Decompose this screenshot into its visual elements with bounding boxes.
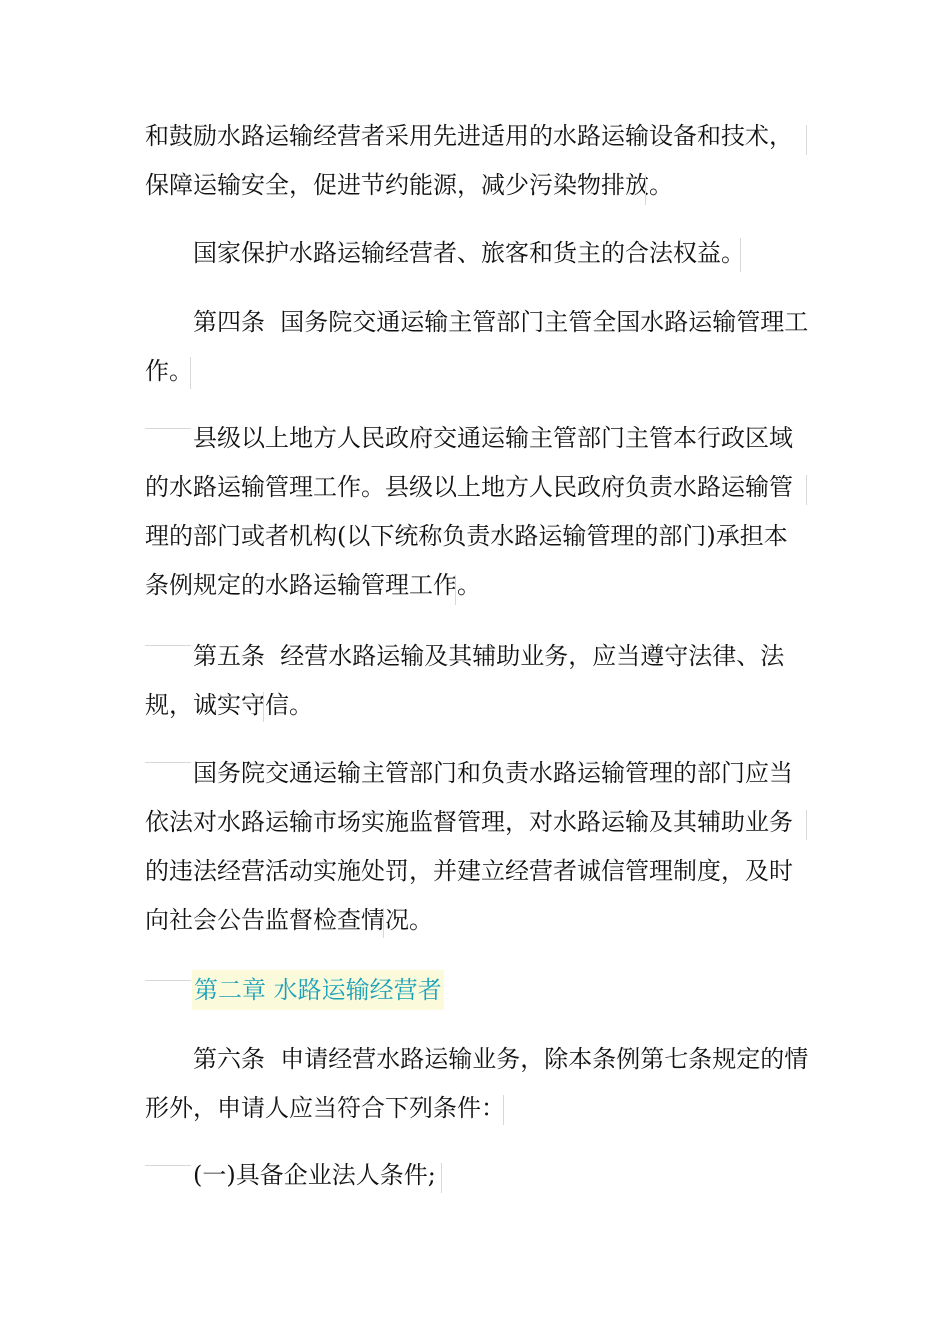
paragraph-7: 第六条 申请经营水路运输业务，除本条例第七条规定的情形外，申请人应当符合下列条件： xyxy=(145,1045,809,1122)
guide-line xyxy=(441,1163,442,1193)
chapter-heading: 第二章 水路运输经营者 xyxy=(192,970,444,1010)
paragraph-2: 国家保护水路运输经营者、旅客和货主的合法权益。 xyxy=(193,239,745,267)
paragraph-3: 第四条 国务院交通运输主管部门主管全国水路运输管理工作。 xyxy=(145,308,809,385)
guide-line xyxy=(455,575,456,605)
paragraph-6: 国务院交通运输主管部门和负责水路运输管理的部门应当依法对水路运输市场实施监督管理，对水路运输及其辅助业务的违法经营活动实施处罚，并建立经营者诚信管理制度，及时向社会公告监督检查情况。 xyxy=(145,759,793,934)
guide-line xyxy=(806,125,807,155)
guide-line xyxy=(740,238,741,272)
guide-line xyxy=(806,475,807,505)
paragraph-5: 第五条 经营水路运输及其辅助业务，应当遵守法律、法规，诚实守信。 xyxy=(145,642,785,719)
guide-line xyxy=(383,908,384,938)
paragraph-8: (一)具备企业法人条件; xyxy=(193,1161,436,1189)
paragraph-1: 和鼓励水路运输经营者采用先进适用的水路运输设备和技术，保障运输安全，促进节约能源，减少污染物排放。 xyxy=(145,122,793,199)
guide-line xyxy=(263,692,264,722)
guide-line xyxy=(645,175,646,205)
guide-line xyxy=(190,357,191,389)
guide-line xyxy=(503,1095,504,1125)
guide-line xyxy=(145,980,191,981)
paragraph-4: 县级以上地方人民政府交通运输主管部门主管本行政区域的水路运输管理工作。县级以上地方人民政府负责水路运输管理的部门或者机构(以下统称负责水路运输管理的部门)承担本条例规定的水路运输管理工作。 xyxy=(145,424,793,599)
guide-line xyxy=(806,810,807,840)
